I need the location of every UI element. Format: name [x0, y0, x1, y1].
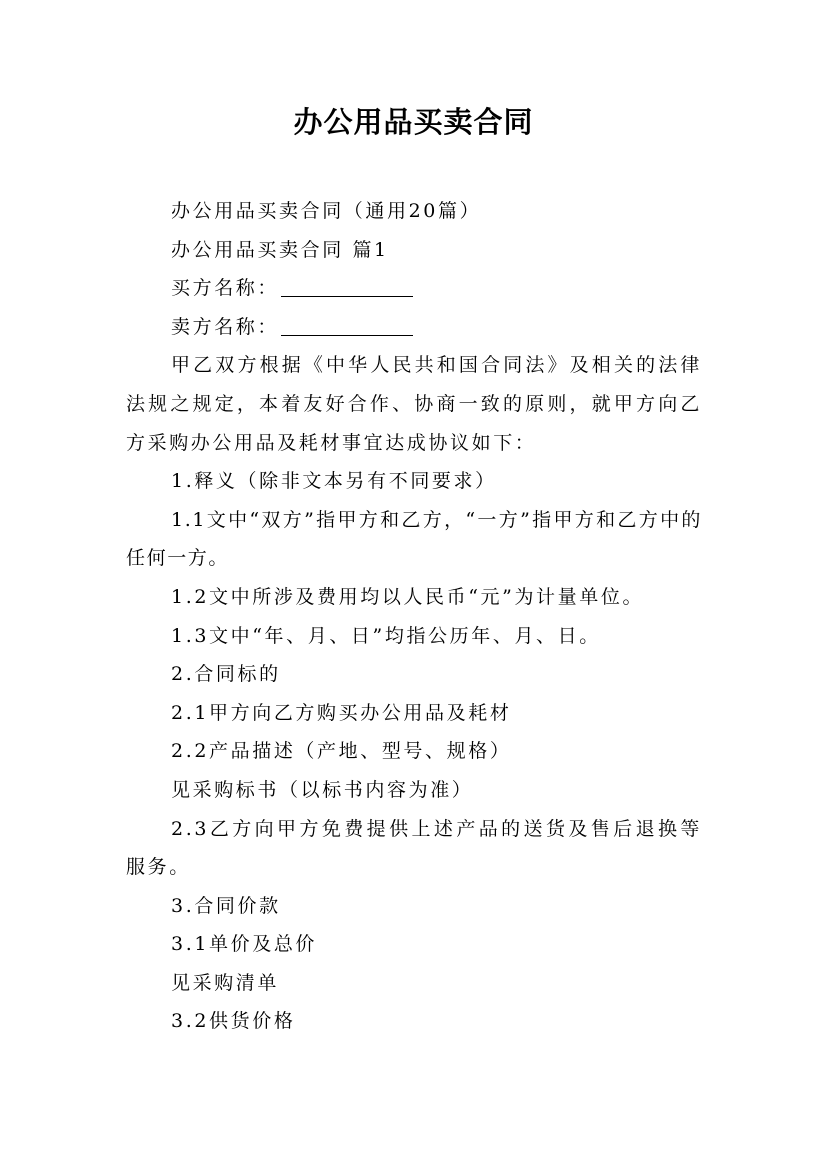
paragraph-clause-2-3: 2.3乙方向甲方免费提供上述产品的送货及售后退换等服务。: [126, 817, 702, 879]
paragraph-clause-1-2: 1.2文中所涉及费用均以人民币“元”为计量单位。: [171, 585, 645, 608]
paragraph-definitions: 1.释义（除非文本另有不同要求）: [171, 470, 497, 493]
paragraph-preamble: 甲乙双方根据《中华人民共和国合同法》及相关的法律法规之规定，本着友好合作、协商一致的原则，就甲方向乙方采购办公用品及耗材事宜达成协议如下：: [126, 354, 702, 454]
paragraph-seller-name: [126, 308, 702, 347]
paragraph-clause-2-1: 2.1甲方向乙方购买办公用品及耗材: [171, 701, 512, 724]
paragraph-clause-2-2: 2.2产品描述（产地、型号、规格）: [171, 740, 512, 763]
paragraph-buyer-name: [126, 269, 702, 308]
paragraph-see-purchase-list: 见采购清单: [171, 971, 280, 994]
paragraph-clause-3-1: 3.1单价及总价: [171, 933, 318, 956]
paragraph-clause-1-3: 1.3文中“年、月、日”均指公历年、月、日。: [171, 624, 601, 647]
buyer-name-label: 买方名称：: [171, 277, 280, 300]
seller-name-blank: [281, 313, 413, 336]
seller-name-label: 卖方名称：: [171, 315, 280, 338]
document-title: 办公用品买卖合同: [293, 105, 534, 139]
buyer-name-blank: [281, 274, 413, 297]
paragraph-contract-subject: 2.合同标的: [171, 663, 281, 686]
document-body: [126, 192, 702, 1041]
paragraph-contract-price: 3.合同价款: [171, 894, 281, 917]
paragraph-see-tender: 见采购标书（以标书内容为准）: [171, 778, 474, 801]
paragraph-subtitle: 办公用品买卖合同（通用20篇）: [171, 200, 482, 222]
paragraph-clause-3-2: 3.2供货价格: [171, 1010, 296, 1033]
paragraph-section-heading: 办公用品买卖合同 篇1: [171, 238, 389, 261]
paragraph-clause-1-1: 1.1文中“双方”指甲方和乙方，“一方”指甲方和乙方中的任何一方。: [126, 508, 702, 570]
